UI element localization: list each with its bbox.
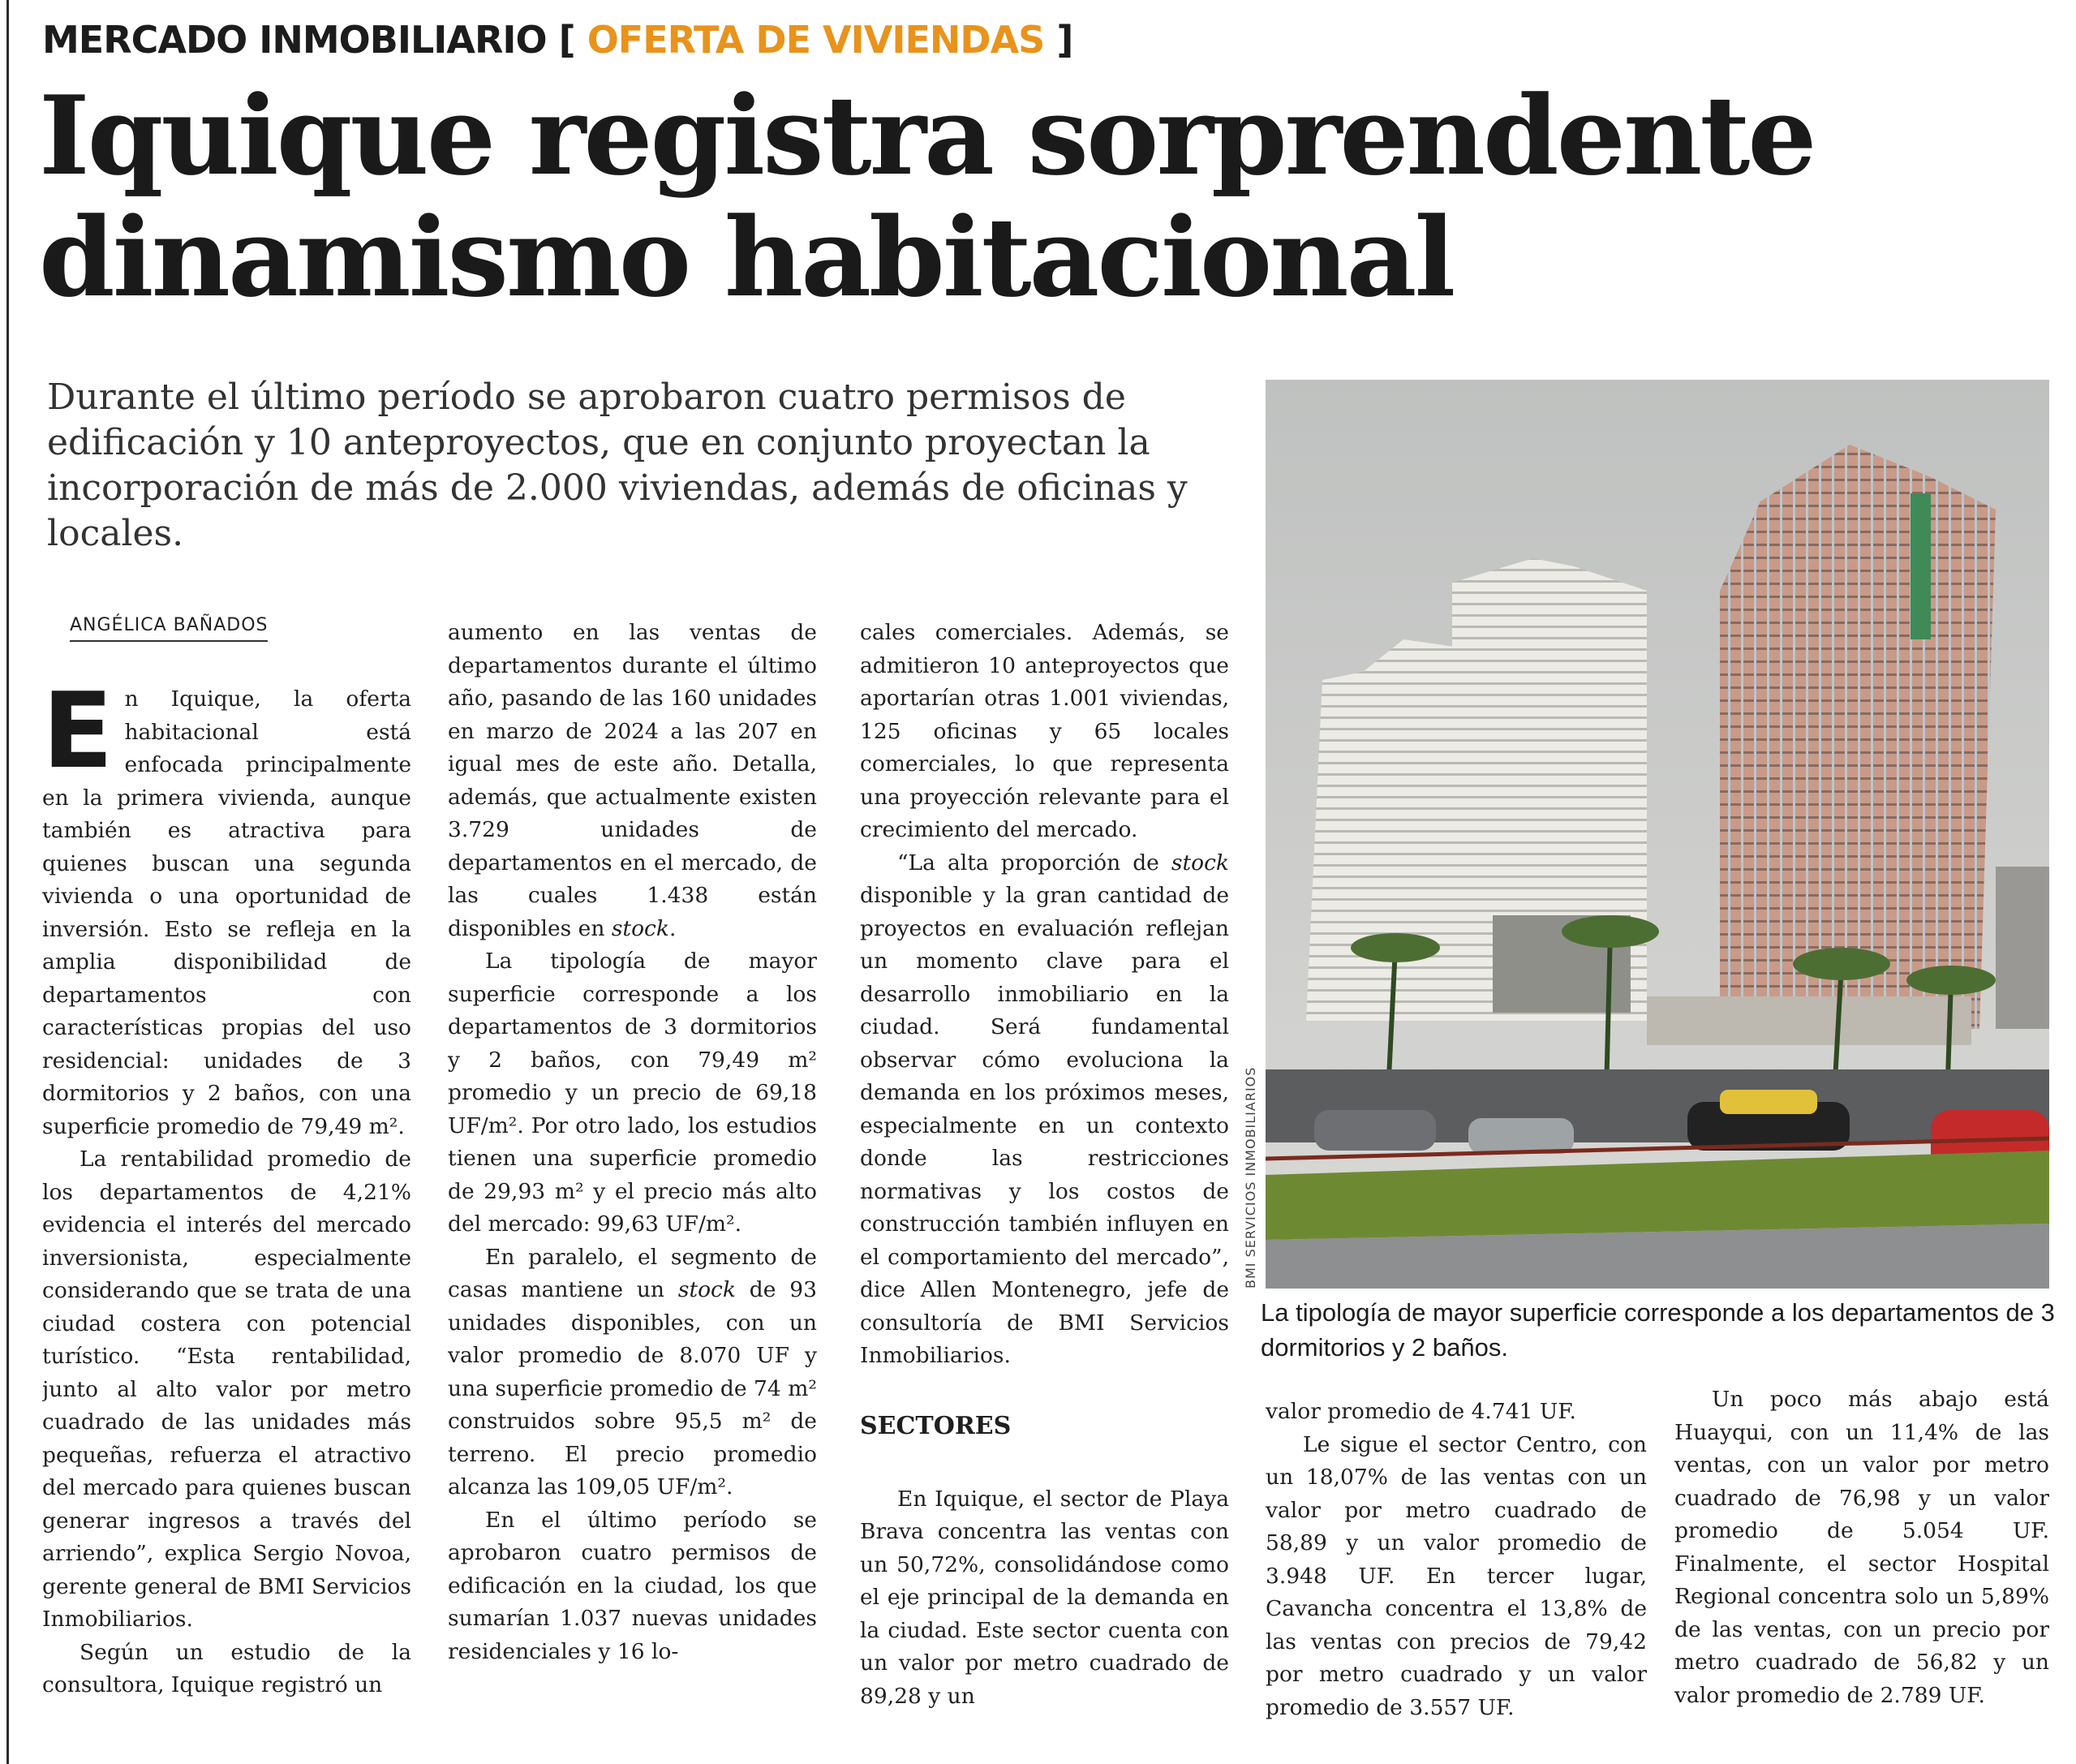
paragraph: Le sigue el sector Centro, con un 18,07% de las ventas con un valor por metro cuadrado de 58,89 y un valor promedio de 3.948 UF. En tercer lugar, Cavancha concentra el 13,8% de las ventas con precios de 79,42 por metro cuadrado y un valor promedio de 3.557 UF.	[1266, 1431, 1647, 1720]
article-column-2	[448, 617, 817, 1761]
article-photo	[1266, 380, 2049, 1289]
paragraph: aumento en las ventas de departamentos durante el último año, pasando de las 160 unidades en marzo de 2024 a las 207 en igual mes de este año. Detalla, además, que actualmente existen 3.729 unidades de departamentos en el mercado, de las cuales 1.438 están disponibles en stock.	[448, 620, 817, 941]
bracket-open: [	[558, 18, 575, 62]
subsection-label: OFERTA DE VIVIENDAS	[587, 18, 1045, 62]
paragraph: Un poco más abajo está Huayqui, con un 11,4% de las ventas, con un valor por metro cuadrado de 76,98 y un valor promedio de 5.054 UF. Finalmente, el sector Hospital Regional concentra solo un 5,89% de las ventas, con un precio por metro cuadrado de 56,82 y un valor promedio de 2.789 UF.	[1674, 1387, 2049, 1708]
paragraph: Según un estudio de la consultora, Iquique registró un	[42, 1639, 411, 1697]
paragraph: En Iquique, la oferta habitacional está enfocada principalmente en la primera vivienda, aunque también es atractiva para quienes buscan una segunda vivienda o una oportunidad de inversión. Esto se refleja en la amplia disponibilidad de departamentos con características propias del uso residencial: unidades de 3 dormitorios y 2 baños, con una superficie promedio de 79,49 m².	[42, 683, 411, 1139]
photo-towers-illustration	[1266, 380, 2049, 1289]
paragraph: En Iquique, el sector de Playa Brava concentra las ventas con un 50,72%, consolidándose como el eje principal de la demanda en la ciudad. Este sector cuenta con un valor por metro cuadrado de 89,28 y un	[860, 1486, 1229, 1709]
paragraph: En el último período se aprobaron cuatro permisos de edificación en la ciudad, los que sumarían 1.037 nuevas unidades residenciales y 16 lo-	[448, 1507, 817, 1664]
subhead-sectores: SECTORES	[860, 1411, 1012, 1440]
article-column-3	[860, 617, 1229, 1761]
drop-cap: E	[42, 683, 114, 792]
paragraph: La tipología de mayor superficie corresponde a los departamentos de 3 dormitorios y 2 baños, con 79,49 m² promedio y un precio de 69,18 UF/m². Por otro lado, los estudios tienen una superficie promedio de 29,93 m² y el precio más alto del mercado: 99,63 UF/m².	[448, 949, 817, 1237]
paragraph: La rentabilidad promedio de los departamentos de 4,21% evidencia el interés del mercado inversionista, especialmente considerando que se trata de una ciudad costera con potencial turístico. “Esta rentabilidad, junto al alto valor por metro cuadrado de las unidades más pequeñas, refuerza el atractivo del mercado para quienes buscan generar ingresos a través del arriendo”, explica Sergio Novoa, gerente general de BMI Servicios Inmobiliarios.	[42, 1147, 411, 1632]
photo-caption: La tipología de mayor superficie corresponde a los departamentos de 3 dormitorios y 2 baños.	[1261, 1298, 2055, 1362]
bracket-close: ]	[1056, 18, 1073, 62]
paragraph: valor promedio de 4.741 UF.	[1266, 1399, 1576, 1424]
section-label: MERCADO INMOBILIARIO	[42, 18, 547, 62]
article-column-1	[42, 683, 411, 1761]
lead-paragraph: Durante el último período se aprobaron cuatro permisos de edificación y 10 anteproyectos, que en conjunto proyectan la incorporación de más de 2.000 viviendas, además de oficinas y locales.	[47, 376, 1188, 554]
section-header	[42, 18, 1072, 62]
page-edge-rule	[6, 0, 9, 1764]
byline: ANGÉLICA BAÑADOS	[70, 615, 268, 642]
paragraph: cales comerciales. Además, se admitieron 10 anteproyectos que aportarían otras 1.001 viviendas, 125 oficinas y 65 locales comerciales, lo que representa una proyección relevante para el crecimiento del mercado.	[860, 620, 1229, 842]
article-column-4	[1266, 1396, 1647, 1761]
photo-credit: BMI SERVICIOS INMOBILIARIOS	[1243, 1066, 1258, 1289]
article-column-5	[1674, 1383, 2049, 1761]
paragraph: “La alta proporción de stock disponible y la gran cantidad de proyectos en evaluación reflejan un momento clave para el desarrollo inmobiliario en la ciudad. Será fundamental observar cómo evoluciona la demanda en los próximos meses, especialmente en un contexto donde las restricciones normativas y los costos de construcción también influyen en el comportamiento del mercado”, dice Allen Montenegro, jefe de consultoría de BMI Servicios Inmobiliarios.	[860, 850, 1229, 1368]
headline: Iquique registra sorprendente dinamismo habitacional	[39, 71, 1815, 321]
paragraph: En paralelo, el segmento de casas mantiene un stock de 93 unidades disponibles, con un valor promedio de 8.070 UF y una superficie promedio de 74 m² construidos sobre 95,5 m² de terreno. El precio promedio alcanza las 109,05 UF/m².	[448, 1244, 817, 1499]
